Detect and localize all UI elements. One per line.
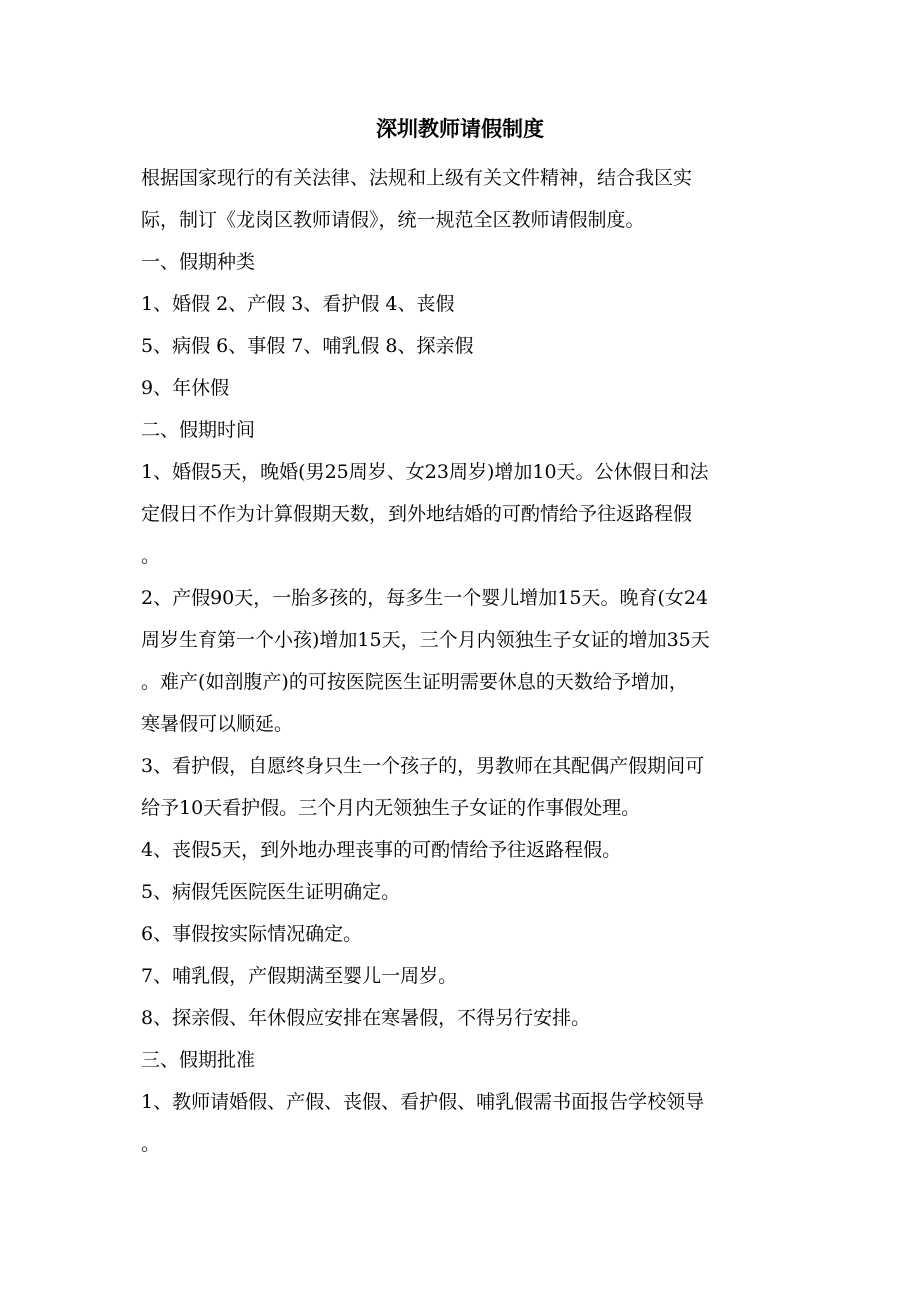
- text-line: 。难产(如剖腹产)的可按医院医生证明需要休息的天数给予增加，: [141, 671, 688, 693]
- document-body: [141, 157, 781, 1165]
- text-line: 1、婚假 2、产假 3、看护假 4、丧假: [141, 293, 455, 315]
- text-line: 定假日不作为计算假期天数，到外地结婚的可酌情给予往返路程假: [141, 503, 693, 525]
- text-line: 给予10天看护假。三个月内无领独生子女证的作事假处理。: [141, 797, 641, 819]
- text-line: 寒暑假可以顺延。: [141, 713, 294, 735]
- text-line: 5、病假凭医院医生证明确定。: [141, 881, 401, 903]
- text-line: 7、哺乳假，产假期满至婴儿一周岁。: [141, 965, 458, 987]
- text-line: 。: [141, 545, 161, 567]
- text-line: 3、看护假，自愿终身只生一个孩子的，男教师在其配偶产假期间可: [141, 755, 705, 777]
- section-heading: 一、假期种类: [141, 251, 256, 273]
- section-heading: 二、假期时间: [141, 419, 256, 441]
- text-line: 1、教师请婚假、产假、丧假、看护假、哺乳假需书面报告学校领导: [141, 1091, 705, 1113]
- text-line: 9、年休假: [141, 377, 230, 399]
- text-line: 2、产假90天，一胎多孩的，每多生一个婴儿增加15天。晚育(女24: [141, 587, 709, 609]
- text-line: 5、病假 6、事假 7、哺乳假 8、探亲假: [141, 335, 474, 357]
- text-line: 4、丧假5天，到外地办理丧事的可酌情给予往返路程假。: [141, 839, 622, 861]
- section-heading: 三、假期批准: [141, 1049, 256, 1071]
- text-line: 。: [141, 1133, 161, 1155]
- text-line: 根据国家现行的有关法律、法规和上级有关文件精神，结合我区实: [141, 167, 693, 189]
- text-line: 周岁生育第一个小孩)增加15天，三个月内领独生子女证的增加35天: [141, 629, 710, 651]
- text-line: 际，制订《龙岗区教师请假》，统一规范全区教师请假制度。: [141, 209, 645, 231]
- document-title: 深圳教师请假制度: [376, 116, 544, 141]
- text-line: 1、婚假5天，晚婚(男25周岁、女23周岁)增加10天。公休假日和法: [141, 461, 709, 483]
- text-line: 6、事假按实际情况确定。: [141, 923, 363, 945]
- text-line: 8、探亲假、年休假应安排在寒暑假，不得另行安排。: [141, 1007, 591, 1029]
